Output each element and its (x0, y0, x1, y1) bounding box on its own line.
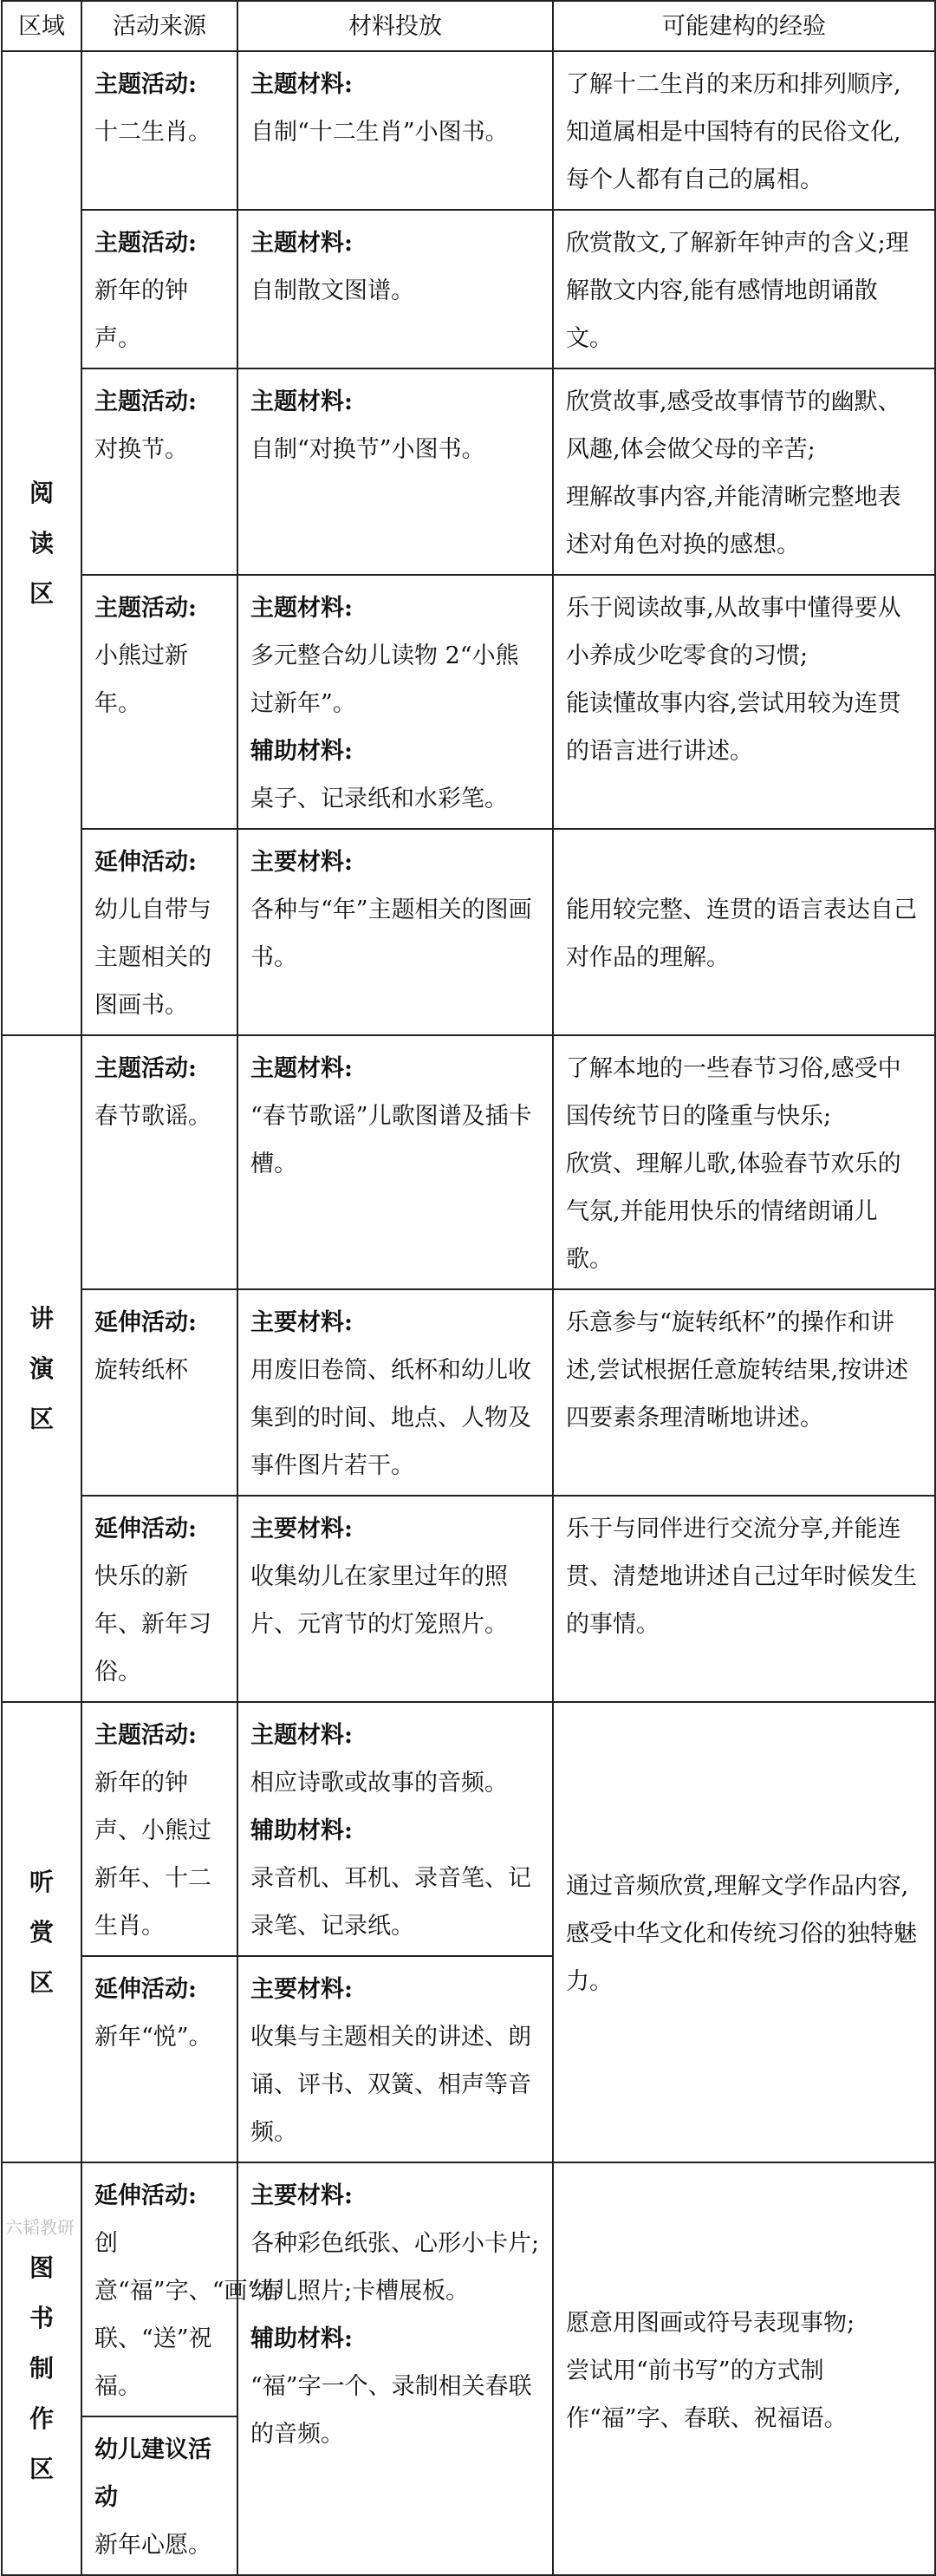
area-bookmaking: 图 书 制 作 区 (2, 2162, 81, 2575)
source-cell: 主题活动: 春节歌谣。 (81, 1035, 237, 1289)
table-row (2, 210, 935, 368)
activity-table (1, 0, 936, 2576)
table-row (2, 1035, 935, 1289)
material-cell: 主要材料: 各种彩色纸张、心形小卡片;幼儿照片;卡槽展板。 辅助材料: “福”字一个、录制相关春联的音频。 (237, 2162, 553, 2575)
table-row (2, 2162, 935, 2416)
source-cell: 延伸活动: 新年“悦”。 (81, 1956, 237, 2162)
material-cell: 主题材料: 相应诗歌或故事的音频。 辅助材料: 录音机、耳机、录音笔、记录笔、记录纸。 (237, 1702, 553, 1956)
experience-cell: 乐意参与“旋转纸杯”的操作和讲述,尝试根据任意旋转结果,按讲述四要素条理清晰地讲述。 (553, 1289, 935, 1496)
source-cell: 延伸活动: 旋转纸杯 (81, 1289, 237, 1496)
material-cell: 主要材料: 各种与“年”主题相关的图画书。 (237, 829, 553, 1035)
header-experience: 可能建构的经验 (553, 1, 935, 51)
source-cell: 主题活动: 新年的钟声。 (81, 210, 237, 368)
source-cell: 主题活动: 十二生肖。 (81, 51, 237, 210)
experience-cell: 了解本地的一些春节习俗,感受中国传统节日的隆重与快乐; 欣赏、理解儿歌,体验春节欢乐的气氛,并能用快乐的情绪朗诵儿歌。 (553, 1035, 935, 1289)
area-listening: 听 赏 区 (2, 1702, 81, 2162)
table-row (2, 829, 935, 1035)
source-cell: 延伸活动: 幼儿自带与主题相关的图画书。 (81, 829, 237, 1035)
source-cell: 延伸活动: 快乐的新年、新年习俗。 (81, 1496, 237, 1702)
material-cell: 主题材料: 自制散文图谱。 (237, 210, 553, 368)
experience-cell: 乐于与同伴进行交流分享,并能连贯、清楚地讲述自己过年时候发生的事情。 (553, 1496, 935, 1702)
experience-cell: 欣赏散文,了解新年钟声的含义;理解散文内容,能有感情地朗诵散文。 (553, 210, 935, 368)
table-row (2, 1496, 935, 1702)
source-cell: 主题活动: 新年的钟声、小熊过新年、十二生肖。 (81, 1702, 237, 1956)
material-cell: 主题材料: 自制“对换节”小图书。 (237, 368, 553, 575)
source-cell: 主题活动: 小熊过新年。 (81, 575, 237, 829)
experience-cell: 乐于阅读故事,从故事中懂得要从小养成少吃零食的习惯; 能读懂故事内容,尝试用较为连贯的语言进行讲述。 (553, 575, 935, 829)
experience-cell: 愿意用图画或符号表现事物; 尝试用“前书写”的方式制作“福”字、春联、祝福语。 (553, 2162, 935, 2575)
source-cell: 延伸活动: 创意“福”字、“画”春联、“送”祝福。 (81, 2162, 237, 2416)
experience-cell: 了解十二生肖的来历和排列顺序,知道属相是中国特有的民俗文化,每个人都有自己的属相。 (553, 51, 935, 210)
source-cell: 主题活动: 对换节。 (81, 368, 237, 575)
experience-cell: 通过音频欣赏,理解文学作品内容,感受中华文化和传统习俗的独特魅力。 (553, 1702, 935, 2162)
table-row (2, 51, 935, 210)
material-cell: 主要材料: 收集与主题相关的讲述、朗诵、评书、双簧、相声等音频。 (237, 1956, 553, 2162)
area-performance: 讲 演 区 (2, 1035, 81, 1702)
table-header (2, 1, 935, 51)
header-materials: 材料投放 (237, 1, 553, 51)
header-source: 活动来源 (81, 1, 237, 51)
table-row (2, 1702, 935, 1956)
material-cell: 主题材料: 自制“十二生肖”小图书。 (237, 51, 553, 210)
watermark: 六韬教研 (5, 2217, 75, 2238)
table-row (2, 1289, 935, 1496)
table-row (2, 368, 935, 575)
experience-cell: 欣赏故事,感受故事情节的幽默、风趣,体会做父母的辛苦; 理解故事内容,并能清晰完整地表述对角色对换的感想。 (553, 368, 935, 575)
experience-cell: 能用较完整、连贯的语言表达自己对作品的理解。 (553, 829, 935, 1035)
material-cell: 主题材料: 多元整合幼儿读物 2“小熊过新年”。 辅助材料: 桌子、记录纸和水彩笔。 (237, 575, 553, 829)
table-row (2, 575, 935, 829)
material-cell: 主要材料: 收集幼儿在家里过年的照片、元宵节的灯笼照片。 (237, 1496, 553, 1702)
material-cell: 主题材料: “春节歌谣”儿歌图谱及插卡槽。 (237, 1035, 553, 1289)
source-cell: 幼儿建议活动 新年心愿。 (81, 2416, 237, 2575)
area-reading: 阅 读 区 (2, 51, 81, 1035)
header-area: 区域 (2, 1, 81, 51)
material-cell: 主要材料: 用废旧卷筒、纸杯和幼儿收集到的时间、地点、人物及事件图片若干。 (237, 1289, 553, 1496)
